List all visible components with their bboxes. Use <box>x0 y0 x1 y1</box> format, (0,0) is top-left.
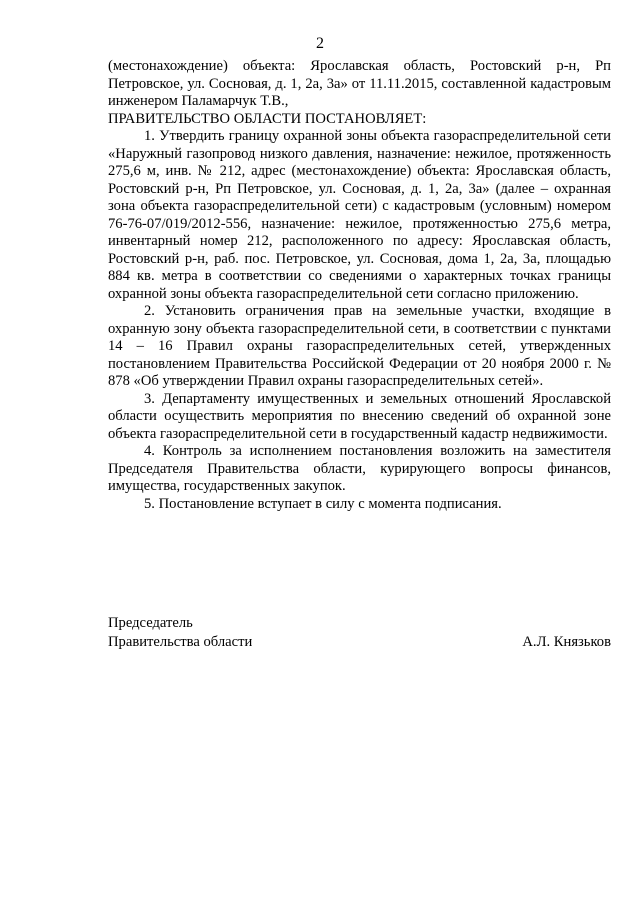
signatory-name: А.Л. Князьков <box>522 634 611 650</box>
decree-heading: ПРАВИТЕЛЬСТВО ОБЛАСТИ ПОСТАНОВЛЯЕТ: <box>108 110 427 127</box>
item-1-paragraph: 1. Утвердить границу охранной зоны объекта газораспределительной сети «Наружный газопровод низкого давления, назначение: нежилое, протяженность 275,6 м, инв. № 212, адрес (местонахождение) объекта: Ярославская область, Ростовский р-н, Рп Петровское, ул. Сосновая, д. 1, 2а, 3а» (далее – охранная зона объекта газораспределительной сети) с кадастровым (условным) номером 76-76-07/019/2012-556, назначение: нежилое, протяженностью 275,6 метра, инвентарный номер 212, расположенного по адресу: Ярославская область, Ростовский р-н, раб. пос. Петровское, ул. Сосновая, дома 1, 2а, 3а, площадью 884 кв. метра в соответствии со сведениями о характерных точках границы охранной зоны объекта газораспределительной сети согласно приложению. <box>108 128 611 302</box>
signatory-title-line2: Правительства области <box>108 634 253 650</box>
signature-block <box>108 614 611 652</box>
intro-paragraph: (местонахождение) объекта: Ярославская область, Ростовский р-н, Рп Петровское, ул. Сосновая, д. 1, 2а, 3а» от 11.11.2015, составленной кадастровым инженером Паламарчук Т.В., <box>108 58 611 109</box>
item-4-paragraph: 4. Контроль за исполнением постановления возложить на заместителя Председателя Правительства области, курирующего вопросы финансов, имущества, государственных закупок. <box>108 443 611 494</box>
signatory-row <box>108 633 611 652</box>
item-5-paragraph: 5. Постановление вступает в силу с момента подписания. <box>144 495 502 512</box>
item-3-paragraph: 3. Департаменту имущественных и земельных отношений Ярославской области осуществить мероприятия по внесению сведений об охранной зоне объекта газораспределительной сети в государственный кадастр недвижимости. <box>108 390 611 442</box>
item-2-paragraph: 2. Установить ограничения прав на земельные участки, входящие в охранную зону объекта газораспределительной сети, в соответствии с пунктами 14 – 16 Правил охраны газораспределительных сетей, утвержденных постановлением Правительства Российской Федерации от 20 ноября 2000 г. № 878 «Об утверждении Правил охраны газораспределительных сетей». <box>108 303 611 389</box>
page-number: 2 <box>316 35 324 52</box>
signatory-title-line1: Председатель <box>108 615 193 631</box>
document-body <box>108 58 611 513</box>
